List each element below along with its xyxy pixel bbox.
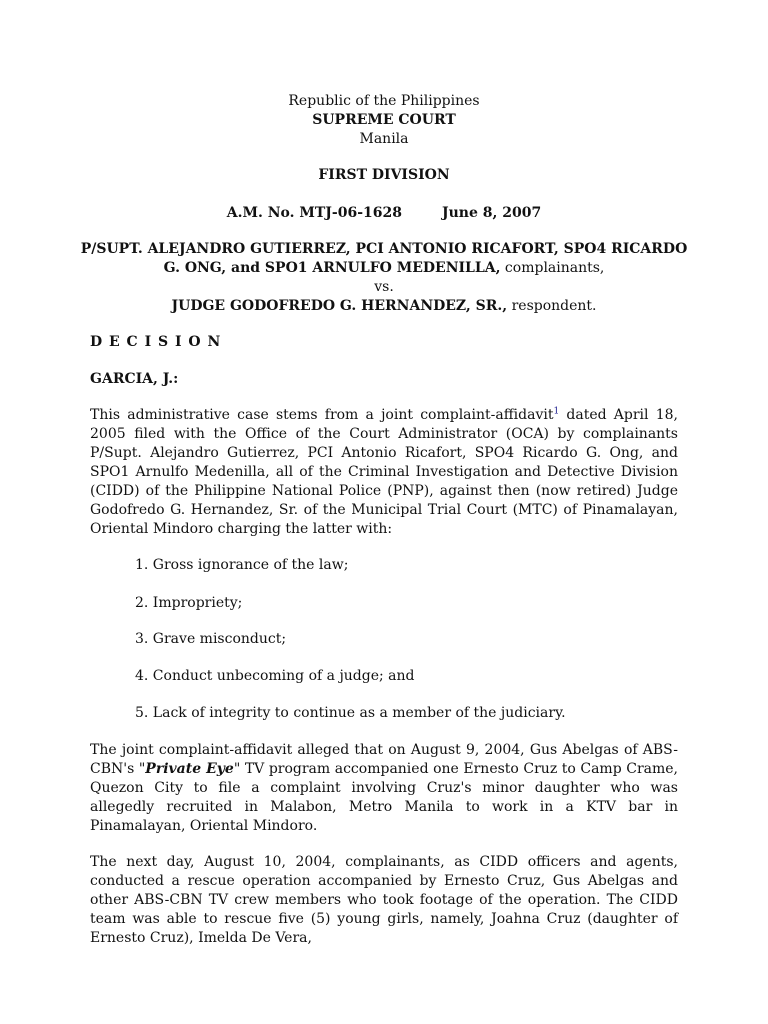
respondent-line [0,297,768,316]
charge-item: 3. Grave misconduct; [135,631,287,647]
court-city: Manila [359,131,409,147]
paragraph-2: The joint complaint-affidavit alleged that on August 9, 2004, Gus Abelgas of ABS-CBN's "Private Eye" TV program accompanied one Ernesto Cruz to Camp Crame, Quezon City to file a complaint involving Cruz's minor daughter who was allegedly recruited in Malabon, Metro Manila to work in a KTV bar in Pinamalayan, Oriental Mindoro. [90,742,678,834]
case-date: June 8, 2007 [442,205,542,221]
footnote-link[interactable]: 1 [553,406,560,417]
complainants-line-1: P/SUPT. ALEJANDRO GUTIERREZ, PCI ANTONIO RICAFORT, SPO4 RICARDO [80,241,688,257]
paragraph-3: The next day, August 10, 2004, complainants, as CIDD officers and agents, conducted a rescue operation accompanied by Ernesto Cruz, Gus Abelgas and other ABS-CBN TV crew members who took footage of the operation. The CIDD team was able to rescue five (5) young girls, namely, Joahna Cruz (daughter of Ernesto Cruz), Imelda De Vera, [90,854,678,946]
program-name: Private Eye [145,761,234,777]
republic-line: Republic of the Philippines [288,93,480,109]
case-line [0,204,768,223]
complainants-role: complainants, [500,260,605,276]
charge-item: 1. Gross ignorance of the law; [135,557,349,573]
complainants-line-2 [0,259,768,278]
charge-item: 2. Impropriety; [135,595,243,611]
court-name: SUPREME COURT [312,112,456,128]
ponente: GARCIA, J.: [90,371,179,387]
versus: vs. [374,279,394,295]
charge-item: 4. Conduct unbecoming of a judge; and [135,668,415,684]
case-number: A.M. No. MTJ-06-1628 [226,205,402,221]
complainants-names: G. ONG, and SPO1 ARNULFO MEDENILLA, [163,260,501,276]
decision-heading: D E C I S I O N [90,334,222,350]
respondent-name: JUDGE GODOFREDO G. HERNANDEZ, SR., [171,298,508,314]
division-title: FIRST DIVISION [318,167,450,183]
charge-item: 5. Lack of integrity to continue as a member of the judiciary. [135,705,566,721]
respondent-role: respondent. [507,298,597,314]
paragraph-1: This administrative case stems from a joint complaint-affidavit$^1$ dated April 18, 2005 filed with the Office of the Court Administrator (OCA) by complainants P/Supt. Alejandro Gutierrez, PCI Antonio Ricafort, SPO4 Ricardo G. Ong, and SPO1 Arnulfo Medenilla, all of the Criminal Investigation and Detective Division (CIDD) of the Philippine National Police (PNP), against then (now retired) Judge Godofredo G. Hernandez, Sr. of the Municipal Trial Court (MTC) of Pinamalayan, Oriental Mindoro charging the latter with: [90,406,678,537]
